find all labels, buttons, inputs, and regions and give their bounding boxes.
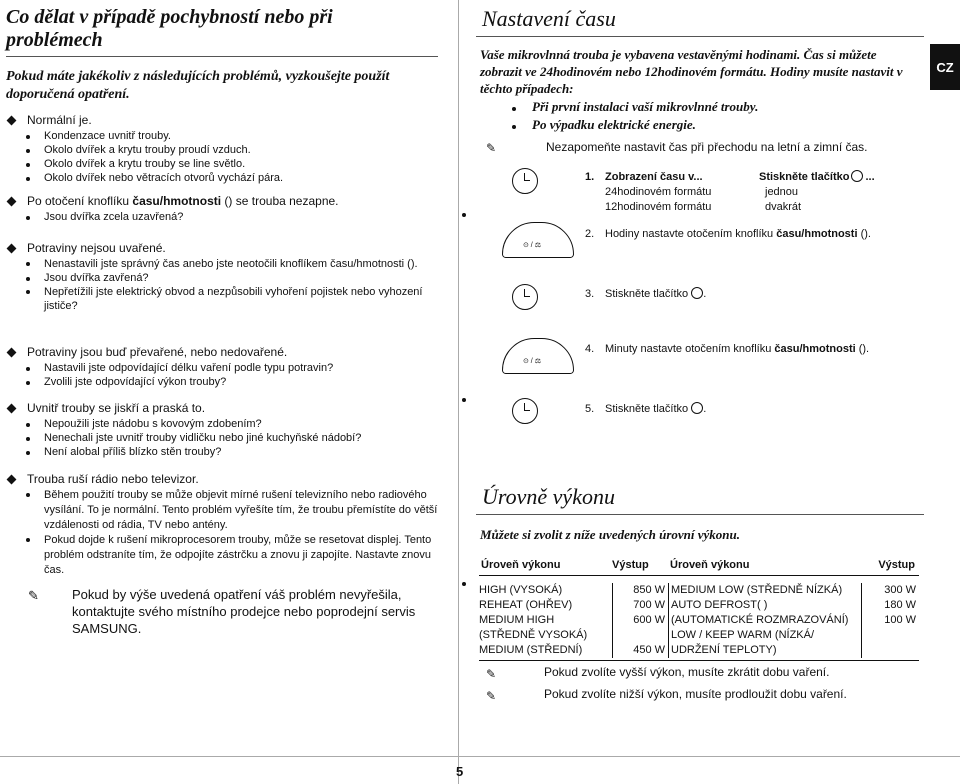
step-col-b: Stiskněte tlačítko <box>759 171 850 183</box>
section-interference <box>8 471 438 578</box>
section-head-pre: Po otočení knoflíku <box>27 194 133 208</box>
list-item: Nenechali jste uvnitř trouby vidličku nebo jiné kuchyňské nádobí? <box>44 432 362 444</box>
margin-dot <box>462 213 466 217</box>
clock-button-icon <box>512 398 538 424</box>
step-col-b-end: ... <box>865 171 875 183</box>
bullet-icon <box>512 107 516 111</box>
table-cell: MEDIUM (STŘEDNÍ) <box>479 644 583 656</box>
table-body <box>479 583 919 658</box>
column-divider <box>458 0 459 784</box>
diamond-bullet-icon <box>7 404 17 414</box>
step-4 <box>585 342 869 357</box>
table-cell: 100 W <box>884 614 916 626</box>
bullet-icon <box>26 262 30 266</box>
table-cell: (AUTOMATICKÉ ROZMRAZOVÁNÍ) <box>671 614 849 626</box>
margin-dot <box>462 582 466 586</box>
step-text: Stiskněte tlačítko <box>605 288 689 300</box>
table-cell: 600 W <box>633 614 665 626</box>
step-number: 3. <box>585 288 595 300</box>
diamond-bullet-icon <box>7 197 17 207</box>
list-item: Kondenzace uvnitř trouby. <box>44 130 171 142</box>
table-cell <box>613 628 665 643</box>
table-cell: REHEAT (OHŘEV) <box>479 599 573 611</box>
section-sparks <box>8 400 361 459</box>
header-cell: Výstup <box>878 559 915 571</box>
table-header <box>479 555 919 576</box>
table-cell: 850 W <box>633 584 665 596</box>
power-intro: Můžete si zvolit z níže uvedených úrovní výkonu. <box>480 527 741 542</box>
clock-title: Nastavení času <box>482 6 616 31</box>
list-item: Během použití trouby se může objevit mírné rušení televizního nebo radiového vysílání. To je normální. Tento problém vyřešíte tím, že troubu přemístíte do větší vzdálenosti od rádia, TV nebo antény. <box>44 489 438 531</box>
left-title-rule <box>6 56 438 57</box>
language-tab: CZ <box>930 44 960 90</box>
table-cell: 450 W <box>633 644 665 656</box>
bullet-icon <box>26 163 30 167</box>
bullet-icon <box>26 538 30 542</box>
format-cell: 12hodinovém formátu <box>605 201 712 213</box>
clock-button-icon <box>512 168 538 194</box>
step-text: Stiskněte tlačítko <box>605 403 689 415</box>
step-text-end: . <box>703 288 707 300</box>
list-item: Nenastavili jste správný čas anebo jste neotočili knoflíkem času/hmotnosti (). <box>44 258 418 270</box>
list-item: Okolo dvířek a krytu trouby se line světlo. <box>44 158 246 170</box>
bullet-icon <box>26 216 30 220</box>
step-text-end: (). <box>855 343 870 355</box>
header-cell: Úroveň výkonu <box>481 559 561 571</box>
power-note-1: Pokud zvolíte vyšší výkon, musíte zkrátit dobu vaření. <box>544 665 830 679</box>
footer-rule <box>0 756 960 757</box>
page-number: 5 <box>456 764 464 779</box>
step-text-end: . <box>703 403 707 415</box>
bullet-icon <box>26 367 30 371</box>
step-bold: času/hmotnosti <box>774 343 856 355</box>
section-head: Potraviny nejsou uvařené. <box>27 241 166 255</box>
power-title-rule <box>476 514 924 515</box>
step-number: 1. <box>585 171 595 183</box>
bullet-icon <box>26 437 30 441</box>
header-cell: Úroveň výkonu <box>670 559 750 571</box>
section-head-bold: času/hmotnosti <box>132 194 222 208</box>
list-item: Jsou dvířka zavřená? <box>44 272 149 284</box>
table-cell: UDRŽENÍ TEPLOTY) <box>671 644 777 656</box>
bullet-icon <box>26 423 30 427</box>
section-no-start <box>8 193 339 224</box>
table-cell: AUTO DEFROST( ) <box>671 599 768 611</box>
step-col-a: Zobrazení času v... <box>605 171 703 183</box>
list-item: Okolo dvířek nebo větracích otvorů vychází pára. <box>44 172 284 184</box>
list-item: Nastavili jste odpovídající délku vaření podle typu potravin? <box>44 362 334 374</box>
diamond-bullet-icon <box>7 475 17 485</box>
clock-button-icon <box>512 284 538 310</box>
table-cell: LOW / KEEP WARM (NÍZKÁ/ <box>671 629 815 641</box>
clock-cases <box>512 98 758 134</box>
left-intro: Pokud máte jakékoliv z následujících problémů, vyzkoušejte použít doporučená opatření. <box>6 69 390 102</box>
step-3 <box>585 287 706 302</box>
step-text: Minuty nastavte otočením knoflíku <box>605 343 775 355</box>
section-head: Normální je. <box>27 113 92 127</box>
clock-intro: Vaše mikrovlnná trouba je vybavena vestavěnými hodinami. Čas si můžete zobrazit ve 24hodinovém nebo 12hodinovém formátu. Hodiny musíte nastavit v těchto případech: <box>480 47 903 96</box>
bullet-icon <box>26 135 30 139</box>
clock-note: Nezapomeňte nastavit čas při přechodu na letní a zimní čas. <box>546 140 868 154</box>
step-number: 4. <box>585 343 595 355</box>
step-bold: času/hmotnosti <box>776 228 858 240</box>
step-1 <box>585 170 875 215</box>
header-cell: Výstup <box>612 559 649 571</box>
time-weight-knob-icon: ⊙ / ⚖ <box>502 222 574 258</box>
list-item: Není alobal příliš blízko stěn trouby? <box>44 446 222 458</box>
bullet-icon <box>26 149 30 153</box>
step-number: 5. <box>585 403 595 415</box>
clock-title-rule <box>476 36 924 37</box>
table-cell: HIGH (VYSOKÁ) <box>479 584 563 596</box>
bullet-icon <box>26 381 30 385</box>
step-5 <box>585 402 706 417</box>
step-2 <box>585 227 871 242</box>
section-over-under <box>8 344 333 389</box>
clock-button-icon <box>691 287 703 299</box>
bullet-icon <box>26 493 30 497</box>
left-note: Pokud by výše uvedená opatření váš problém nevyřešila, kontaktujte svého místního prodejce nebo poprodejní servis SAMSUNG. <box>72 587 416 636</box>
section-head: Trouba ruší rádio nebo televizor. <box>27 472 199 486</box>
case-item: Při první instalaci vaší mikrovlnné trouby. <box>532 99 759 114</box>
clock-button-icon <box>691 402 703 414</box>
step-text: Hodiny nastavte otočením knoflíku <box>605 228 777 240</box>
note-icon: ✎ <box>486 689 497 703</box>
section-not-cooked <box>8 240 438 313</box>
section-head: Uvnitř trouby se jiskří a praská to. <box>27 401 206 415</box>
note-icon: ✎ <box>486 667 497 681</box>
diamond-bullet-icon <box>7 116 17 126</box>
case-item: Po výpadku elektrické energie. <box>532 117 696 132</box>
list-item: Jsou dvířka zcela uzavřená? <box>44 211 184 223</box>
press-count-cell: jednou <box>765 186 799 198</box>
note-icon: ✎ <box>486 141 497 155</box>
table-cell: MEDIUM LOW (STŘEDNĚ NÍZKÁ) <box>671 584 843 596</box>
section-head-post: () se trouba nezapne. <box>221 194 339 208</box>
clock-button-icon <box>851 170 863 182</box>
power-title: Úrovně výkonu <box>482 484 615 509</box>
table-cell: MEDIUM HIGH <box>479 614 555 626</box>
section-normal <box>8 112 283 185</box>
table-cell: 180 W <box>884 599 916 611</box>
note-icon: ✎ <box>28 588 39 603</box>
margin-dot <box>462 398 466 402</box>
bullet-icon <box>26 177 30 181</box>
bullet-icon <box>512 125 516 129</box>
press-count-cell: dvakrát <box>765 201 802 213</box>
left-title: Co dělat v případě pochybností nebo při problémech <box>6 6 333 51</box>
time-weight-knob-icon: ⊙ / ⚖ <box>502 338 574 374</box>
list-item: Pokud dojde k rušení mikroprocesorem trouby, může se resetovat displej. Tento problém odstraníte tím, že odpojíte zástrčku a znovu ji zapojíte. Nastavte znovu čas. <box>44 534 432 576</box>
step-text-end: (). <box>857 228 871 240</box>
step-number: 2. <box>585 228 595 240</box>
bullet-icon <box>26 451 30 455</box>
section-head: Potraviny jsou buď převařené, nebo nedovařené. <box>27 345 288 359</box>
table-cell: (STŘEDNĚ VYSOKÁ) <box>479 629 588 641</box>
format-cell: 24hodinovém formátu <box>605 186 712 198</box>
list-item: Nepoužili jste nádobu s kovovým zdobením? <box>44 418 262 430</box>
table-bottom-rule <box>479 660 919 661</box>
table-cell: 300 W <box>884 584 916 596</box>
power-table <box>479 555 919 661</box>
table-cell: 700 W <box>633 599 665 611</box>
list-item: Okolo dvířek a krytu trouby proudí vzduch. <box>44 144 251 156</box>
power-note-2: Pokud zvolíte nižší výkon, musíte prodloužit dobu vaření. <box>544 687 847 701</box>
list-item: Zvolili jste odpovídající výkon trouby? <box>44 376 227 388</box>
diamond-bullet-icon <box>7 244 17 254</box>
diamond-bullet-icon <box>7 348 17 358</box>
bullet-icon <box>26 290 30 294</box>
list-item: Nepřetížili jste elektrický obvod a nezpůsobili vyhoření pojistek nebo vyhození jističe? <box>44 286 423 312</box>
bullet-icon <box>26 277 30 281</box>
